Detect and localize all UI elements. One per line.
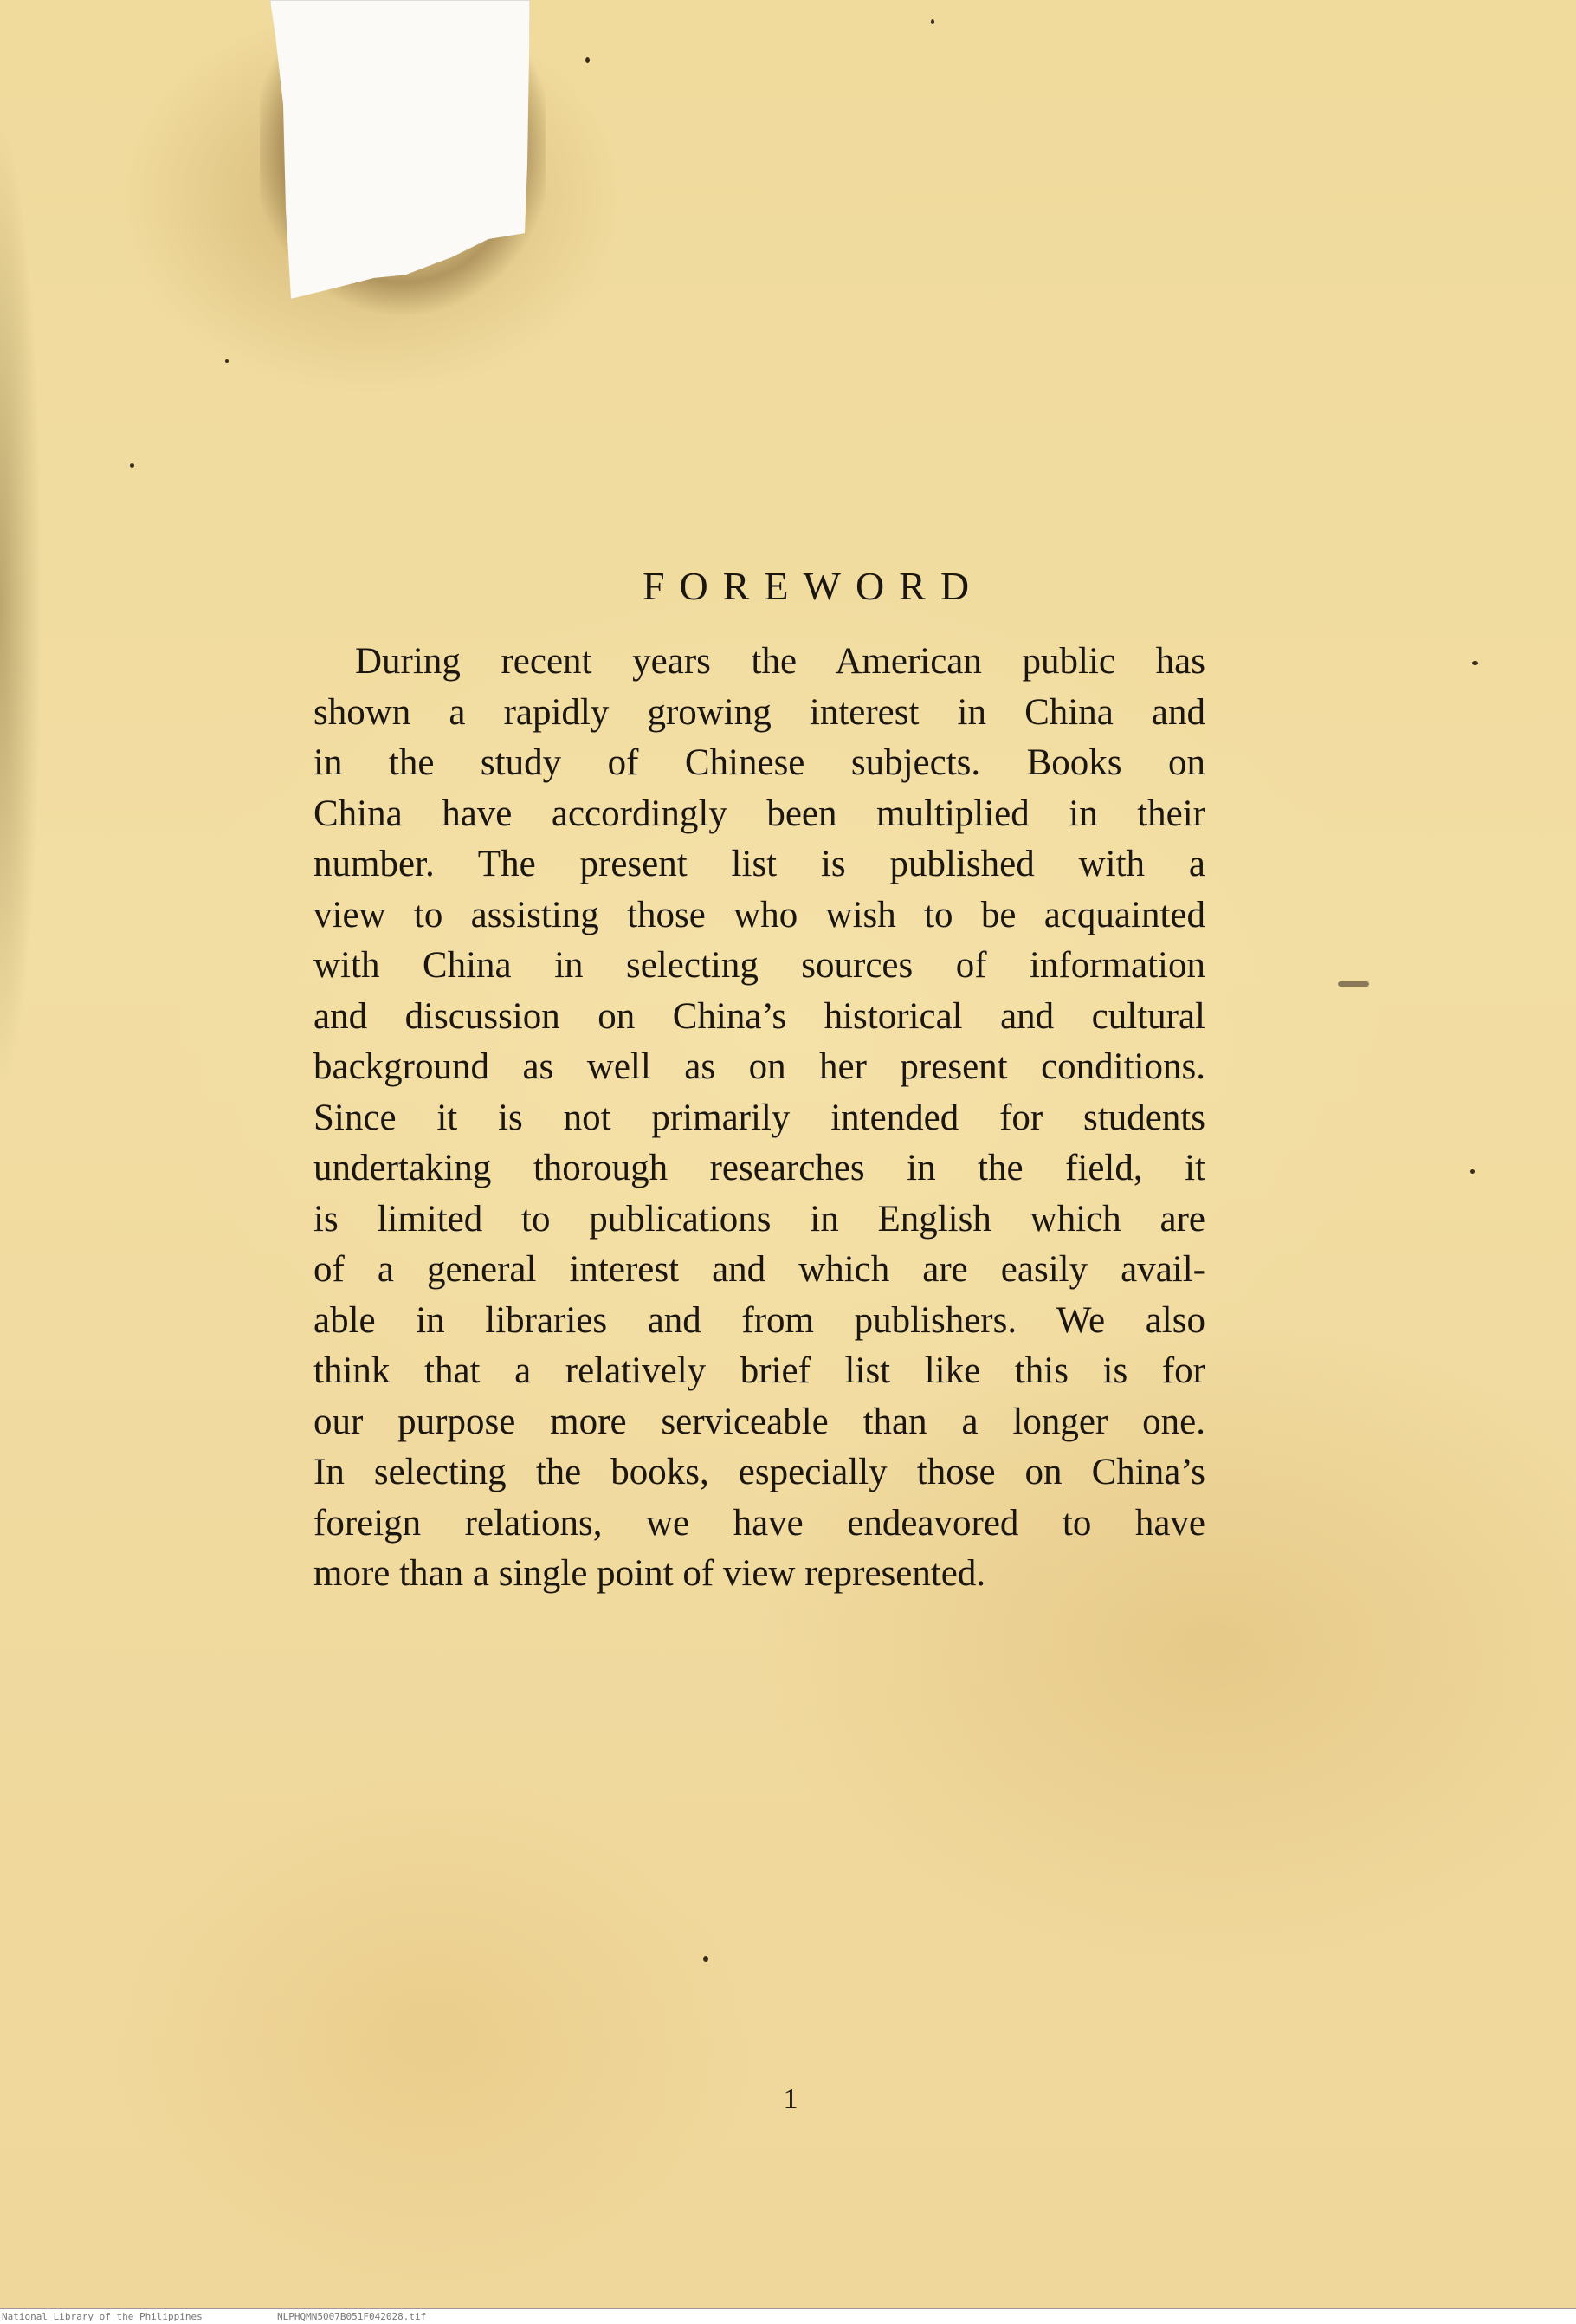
- paper-speck: [1470, 1169, 1475, 1174]
- paragraph-line: our purpose more serviceable than a longer one.: [313, 1401, 1205, 1442]
- scan-library-label: National Library of the Philippines: [2, 2311, 203, 2322]
- paragraph-line: able in libraries and from publishers. We also: [313, 1299, 1205, 1341]
- paragraph-line: shown a rapidly growing interest in China and: [313, 691, 1205, 733]
- paragraph-line: in the study of Chinese subjects. Books on: [313, 742, 1205, 783]
- page-number: 1: [783, 2083, 798, 2115]
- paper-speck: [130, 463, 134, 468]
- paragraph-line: undertaking thorough researches in the field, it: [313, 1148, 1205, 1188]
- paragraph-line: with China in selecting sources of information: [313, 945, 1205, 986]
- paragraph-line: number. The present list is published with a: [313, 844, 1205, 884]
- paragraph-line: and discussion on China’s historical and cultural: [313, 995, 1205, 1037]
- paper-speck: [225, 359, 229, 363]
- page-heading: FOREWORD: [642, 564, 985, 608]
- paragraph-line: of a general interest and which are easily avail-: [313, 1249, 1205, 1290]
- paper-speck: [931, 19, 934, 24]
- paper-speck: [703, 1956, 708, 1962]
- paper-smudge: [1338, 981, 1369, 987]
- paragraph-line: China have accordingly been multiplied in their: [313, 793, 1205, 834]
- paper-speck: [585, 57, 590, 63]
- foreword-paragraph: [313, 637, 1205, 1600]
- paper-speck: [1472, 661, 1478, 665]
- scan-file-id: NLPHQMN5007B051F042028.tif: [277, 2311, 427, 2322]
- paragraph-line: In selecting the books, especially those on China’s: [313, 1452, 1205, 1492]
- paragraph-line: Since it is not primarily intended for students: [313, 1097, 1205, 1138]
- scan-footer: [0, 2308, 1576, 2324]
- paragraph-line: view to assisting those who wish to be acquainted: [313, 894, 1205, 935]
- paragraph-line: background as well as on her present conditions.: [313, 1046, 1205, 1087]
- paragraph-line: think that a relatively brief list like this is for: [313, 1350, 1205, 1391]
- paragraph-line: During recent years the American public has: [355, 641, 1205, 682]
- paragraph-line: is limited to publications in English which are: [313, 1198, 1205, 1240]
- paragraph-line: more than a single point of view represented.: [313, 1553, 986, 1594]
- paragraph-line: foreign relations, we have endeavored to have: [313, 1502, 1205, 1544]
